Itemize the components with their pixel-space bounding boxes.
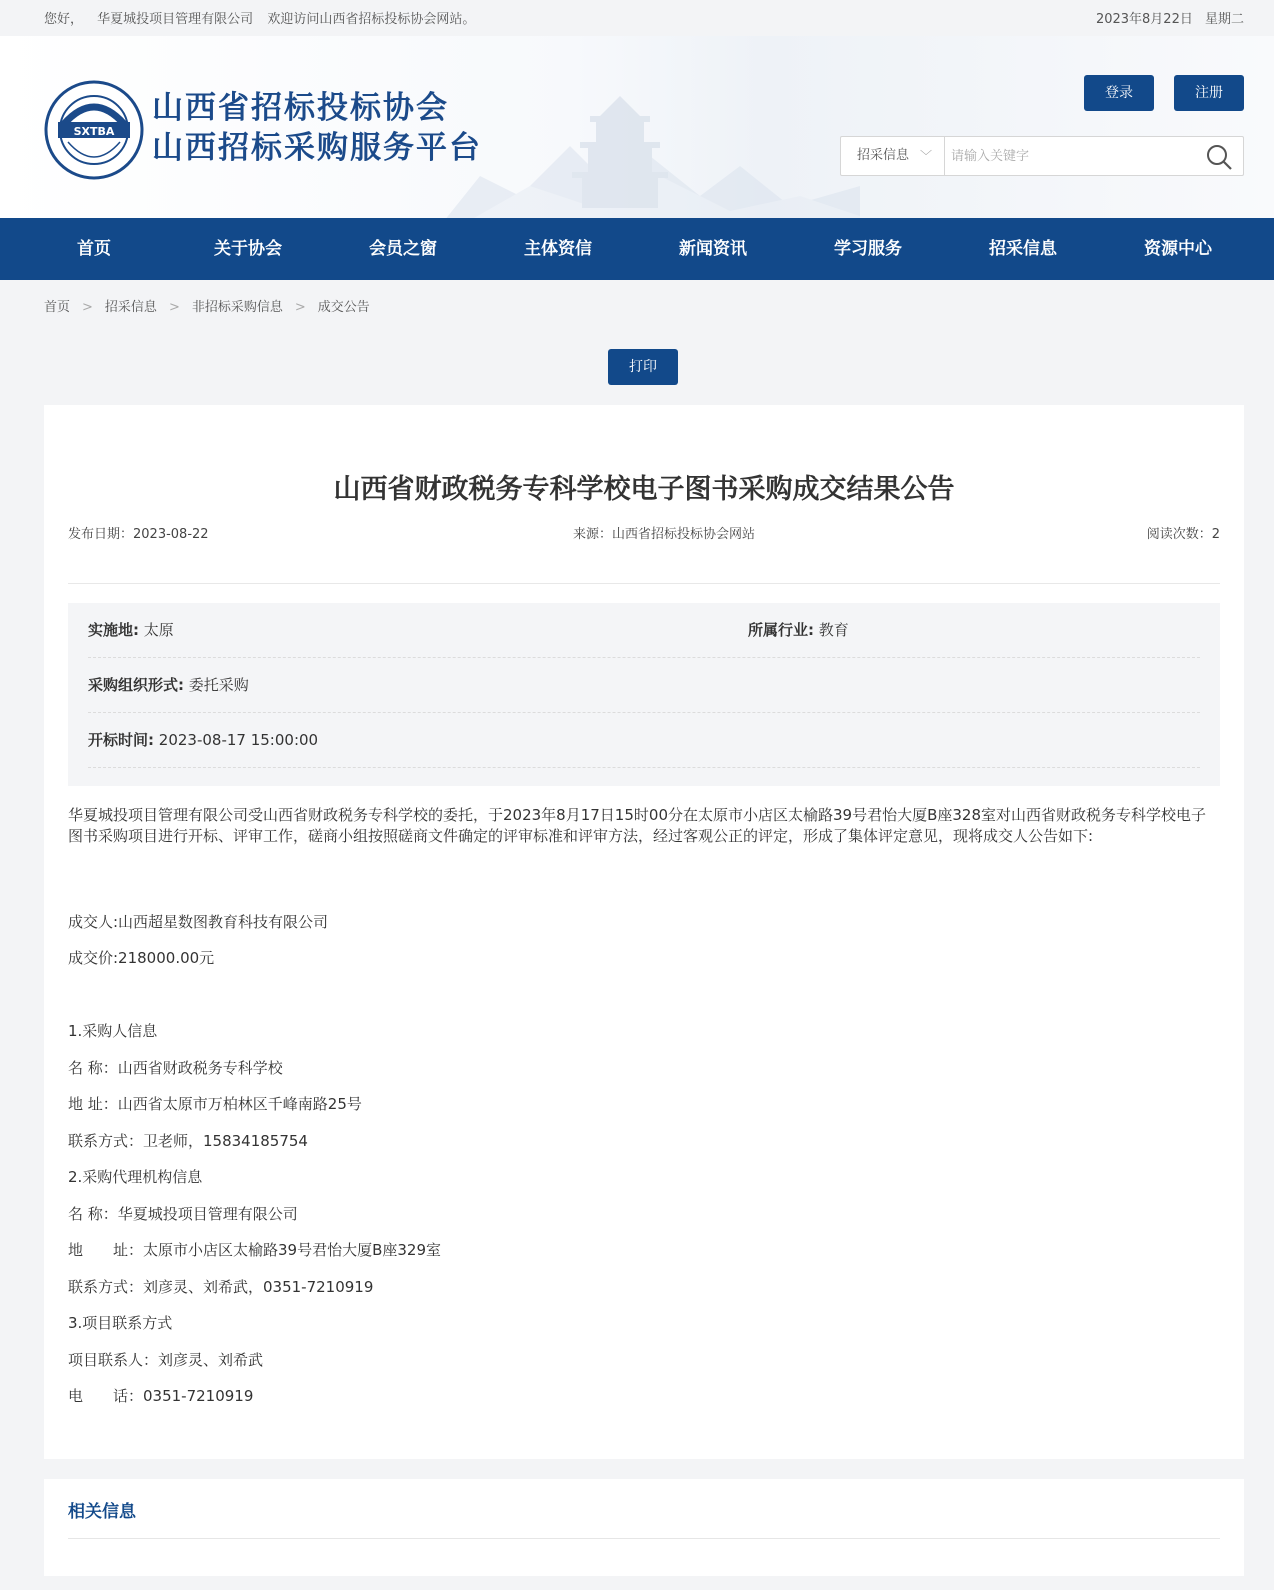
publish-date: 发布日期：2023-08-22 [68, 527, 209, 542]
project-info-panel [68, 603, 1220, 786]
breadcrumb-deal-notice[interactable]: 成交公告 [317, 300, 370, 315]
project-phone: 电 话：0351-7210919 [68, 1387, 254, 1405]
article-card [44, 405, 1244, 1459]
article-title: 山西省财政税务专科学校电子图书采购成交结果公告 [333, 474, 955, 505]
open-time-field [88, 713, 318, 768]
company-name: 华夏城投项目管理有限公司 [97, 12, 254, 27]
org-form-label: 采购组织形式: [88, 676, 184, 694]
nav-item-news[interactable]: 新闻资讯 [679, 239, 747, 259]
main-nav [0, 218, 1274, 280]
announcement-intro: 华夏城投项目管理有限公司受山西省财政税务专科学校的委托，于2023年8月17日15时00分在太原市小店区太榆路39号君怡大厦B座328室对山西省财政税务专科学校电子图书采购项目进行开标、评审工作，磋商小组按照磋商文件确定的评审标准和评审方法，经过客观公正的评定，形成了集体评定意见，现将成交人公告如下: [68, 806, 1206, 845]
industry-field [748, 603, 849, 658]
price-line: 成交价:218000.00元 [68, 949, 215, 967]
search-input[interactable] [951, 141, 1191, 171]
breadcrumb-procurement[interactable]: 招采信息 [104, 300, 157, 315]
project-person: 项目联系人：刘彦灵、刘希武 [68, 1351, 264, 1369]
welcome-text: 欢迎访问山西省招标投标协会网站。 [267, 12, 476, 27]
chevron-right-icon: > [82, 300, 93, 315]
industry-value: 教育 [818, 621, 849, 639]
open-time-value: 2023-08-17 15:00:00 [158, 731, 319, 749]
greeting-text: 您好， [44, 12, 84, 27]
title-divider [68, 583, 1220, 584]
chevron-right-icon: > [168, 300, 180, 315]
weekday-text: 星期二 [1204, 12, 1244, 27]
buyer-contact: 联系方式：卫老师，15834185754 [68, 1132, 308, 1150]
location-label: 实施地: [88, 621, 139, 639]
nav-item-about[interactable]: 关于协会 [214, 239, 282, 259]
login-button[interactable]: 登录 [1084, 75, 1154, 111]
breadcrumb-non-tender[interactable]: 非招标采购信息 [191, 300, 283, 315]
welcome-message [44, 8, 485, 27]
register-button[interactable]: 注册 [1174, 75, 1244, 111]
industry-label: 所属行业: [748, 621, 814, 639]
top-strip [0, 0, 1274, 36]
brand-line-1: 山西省招标投标协会 [152, 90, 449, 126]
print-button[interactable]: 打印 [608, 349, 678, 385]
nav-item-credit[interactable]: 主体资信 [524, 239, 592, 259]
agent-address: 地 址：太原市小店区太榆路39号君怡大厦B座329室 [68, 1241, 442, 1259]
info-row [88, 713, 1200, 768]
search-category-label: 招采信息 [857, 148, 910, 163]
nav-item-learning[interactable]: 学习服务 [834, 239, 902, 259]
org-form-value: 委托采购 [188, 676, 249, 694]
chevron-right-icon: > [294, 300, 306, 315]
related-divider [68, 1538, 1220, 1539]
location-field [88, 603, 174, 658]
nav-item-home[interactable]: 首页 [77, 239, 111, 259]
buyer-name: 名 称：山西省财政税务专科学校 [68, 1059, 283, 1077]
breadcrumb [44, 296, 370, 315]
sxtba-logo [44, 80, 144, 180]
related-info-title: 相关信息 [68, 1502, 136, 1522]
nav-item-procurement[interactable]: 招采信息 [989, 239, 1057, 259]
search-box [840, 136, 1244, 176]
mountain-pavilion-illustration [440, 56, 860, 218]
buyer-heading: 1.采购人信息 [68, 1022, 158, 1040]
agent-name: 名 称：华夏城投项目管理有限公司 [68, 1205, 298, 1223]
buyer-address: 地 址：山西省太原市万柏林区千峰南路25号 [68, 1095, 362, 1113]
nav-item-resources[interactable]: 资源中心 [1144, 239, 1212, 259]
location-value: 太原 [143, 621, 174, 639]
view-count: 阅读次数：2 [1146, 527, 1220, 542]
breadcrumb-home[interactable]: 首页 [44, 300, 71, 315]
agent-heading: 2.采购代理机构信息 [68, 1168, 203, 1186]
article-source: 来源：山西省招标投标协会网站 [573, 527, 756, 542]
open-time-label: 开标时间: [88, 731, 154, 749]
org-form-field [88, 658, 249, 713]
brand-title [152, 88, 482, 168]
agent-contact: 联系方式：刘彦灵、刘希武，0351-7210919 [68, 1278, 374, 1296]
brand-line-2: 山西招标采购服务平台 [152, 130, 482, 166]
winner-line: 成交人:山西超星数图教育科技有限公司 [68, 913, 329, 931]
current-date [1088, 8, 1244, 27]
nav-item-members[interactable]: 会员之窗 [369, 239, 437, 259]
project-heading: 3.项目联系方式 [68, 1314, 173, 1332]
info-row [88, 603, 1200, 658]
info-row [88, 658, 1200, 713]
date-text: 2023年8月22日 [1095, 12, 1193, 27]
search-icon[interactable] [1205, 143, 1233, 171]
related-info-section [44, 1479, 1244, 1576]
logo-lettering: SXTBA [73, 125, 115, 138]
chevron-down-icon: ﹀ [919, 149, 932, 163]
site-header [0, 36, 1274, 218]
search-category-select[interactable] [841, 137, 945, 175]
